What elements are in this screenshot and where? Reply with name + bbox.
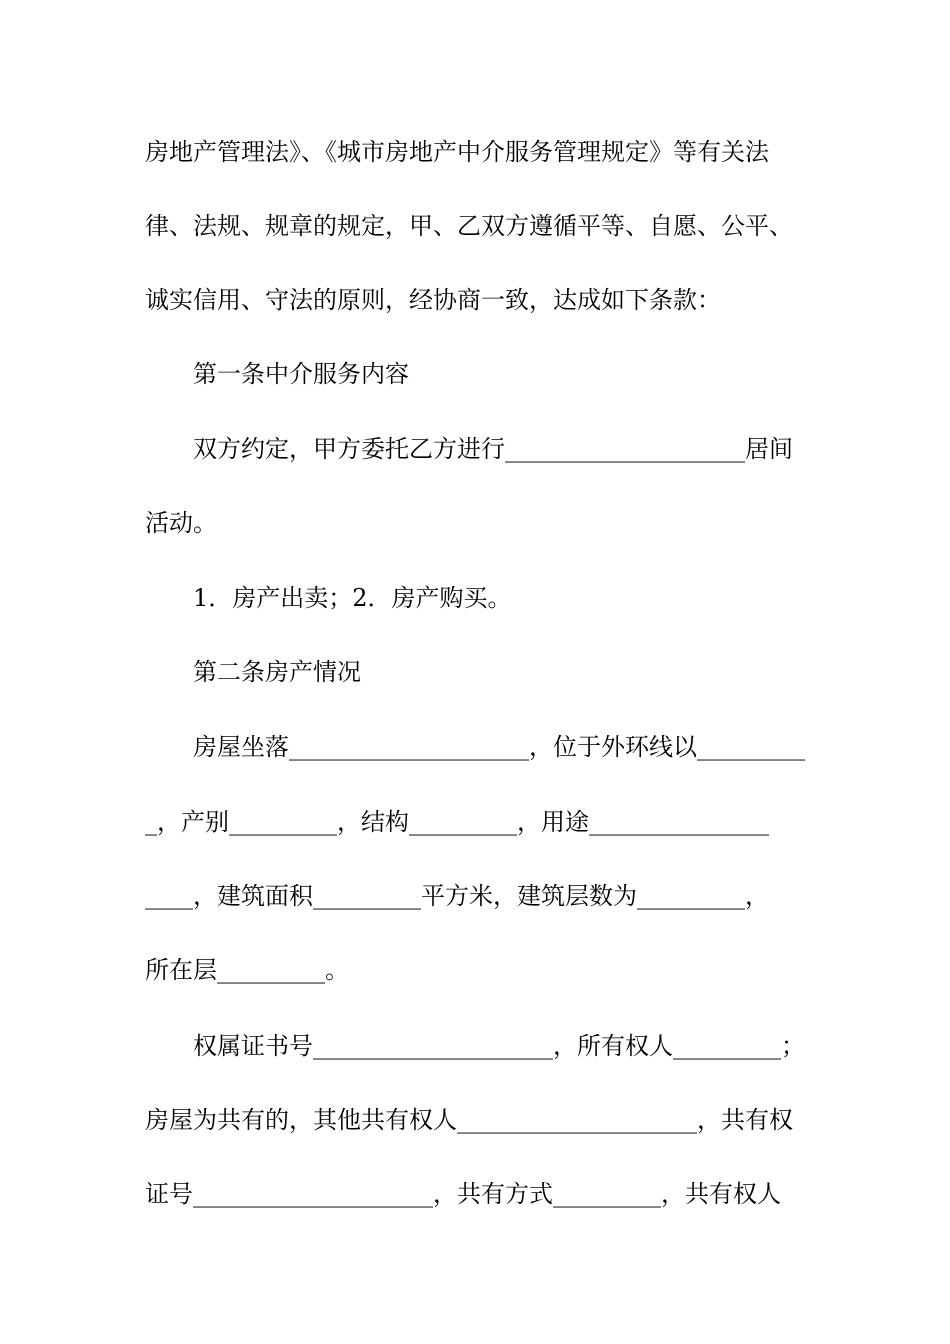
text-line: 1．房产出卖；2．房产购买。 [193,584,512,612]
text-line: _，产别_________，结构_________，用途_______________ [145,808,769,836]
text-line: 双方约定，甲方委托乙方进行____________________居间 [193,435,793,463]
text-line: 证号____________________，共有方式_________，共有权人 [145,1180,781,1208]
text-line: 房屋为共有的，其他共有权人____________________，共有权 [145,1106,793,1134]
section-heading: 第二条房产情况 [193,658,361,686]
text-line: 房地产管理法》、《城市房地产中介服务管理规定》等有关法 [145,138,769,166]
text-line: 诚实信用、守法的原则，经协商一致，达成如下条款： [145,286,721,314]
text-line: 权属证书号____________________，所有权人_________； [193,1032,805,1060]
text-line: 所在层_________。 [145,956,349,984]
text-line: 活动。 [145,509,217,537]
text-line: 律、法规、规章的规定，甲、乙双方遵循平等、自愿、公平、 [145,212,793,240]
text-line: 房屋坐落____________________，位于外环线以_________ [193,733,805,761]
text-line: ____，建筑面积_________平方米，建筑层数为_________， [145,882,769,910]
section-heading: 第一条中介服务内容 [193,360,409,388]
